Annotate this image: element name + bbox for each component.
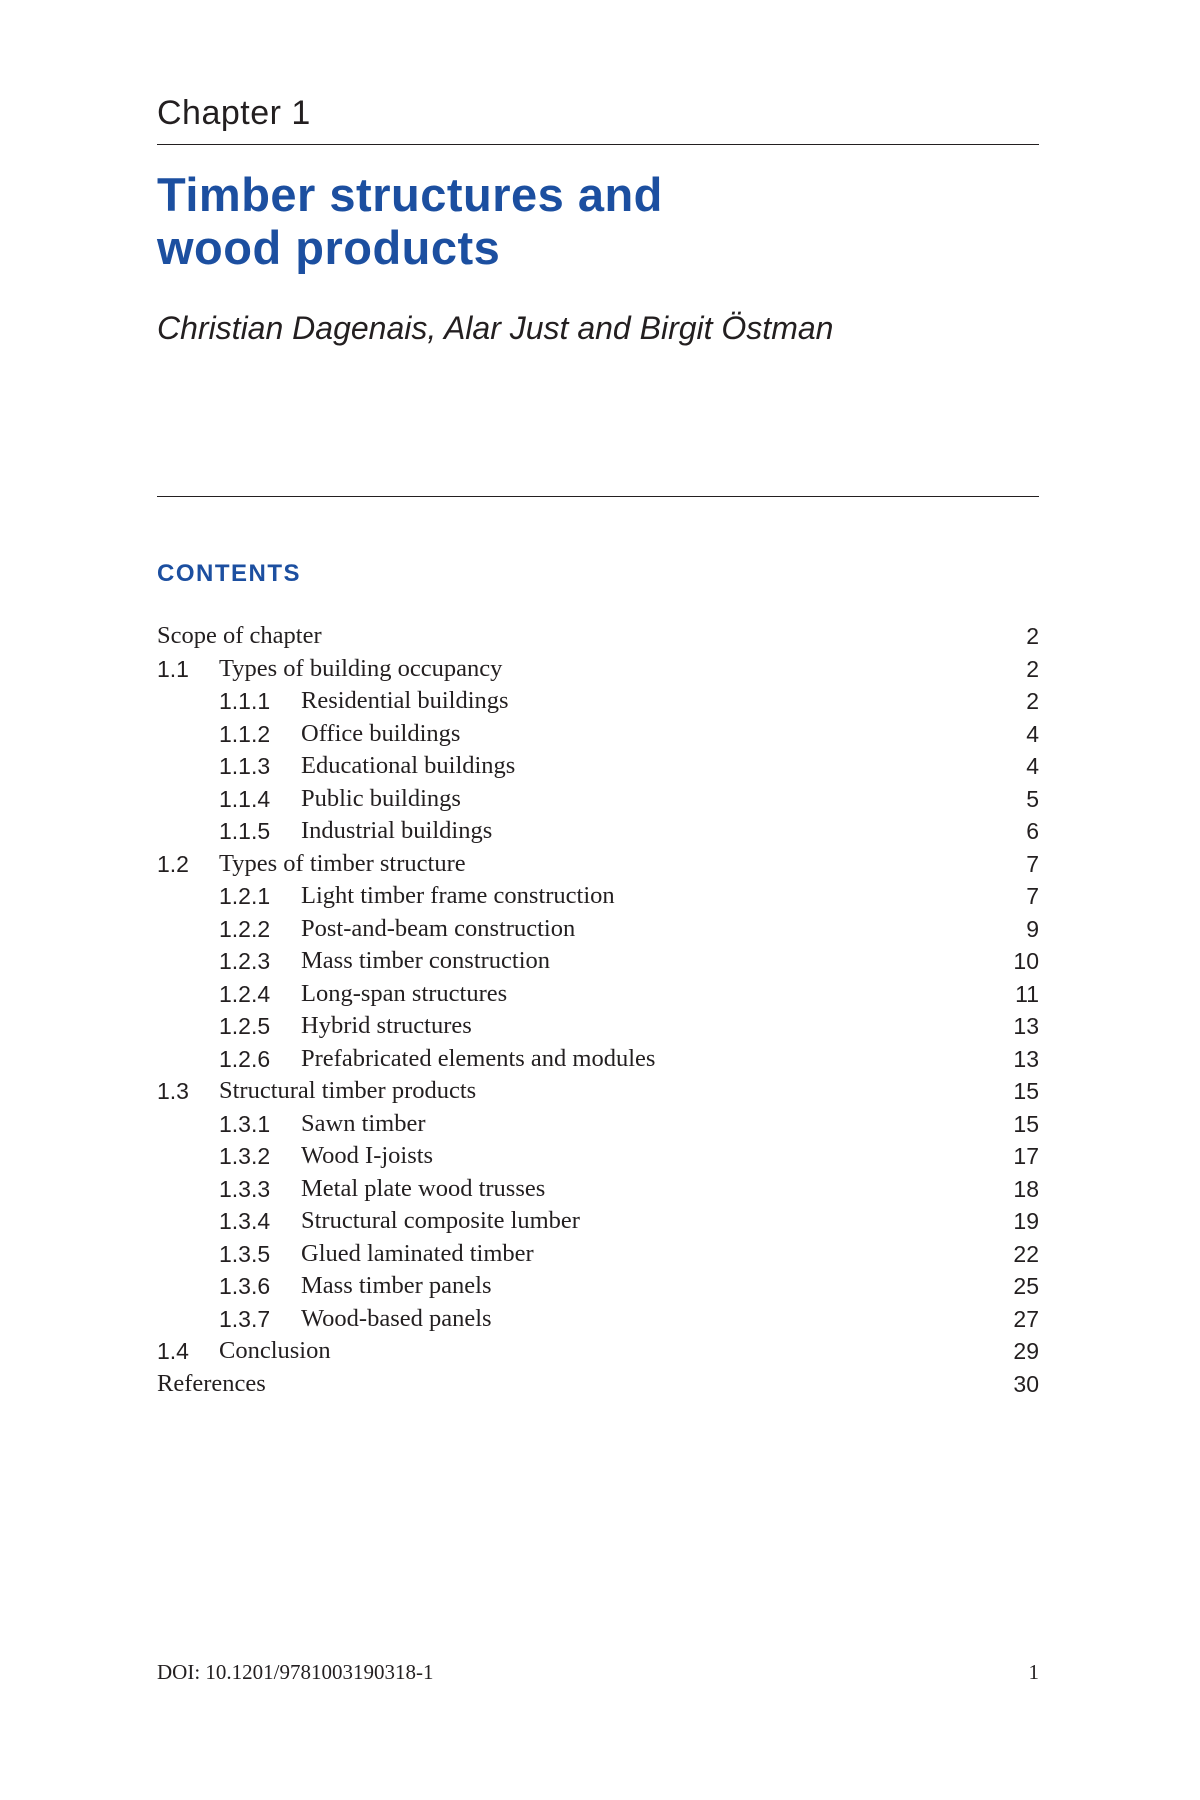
- toc-entry[interactable]: [157, 718, 1039, 751]
- toc-entry-title: Types of building occupancy: [219, 654, 503, 682]
- toc-entry-number: 1.3.5: [219, 1240, 271, 1267]
- toc-entry-page: 9: [1026, 915, 1039, 942]
- toc-entry-number: 1.3.4: [219, 1208, 271, 1234]
- doi-footer: DOI: 10.1201/9781003190318-1: [157, 1660, 434, 1684]
- toc-entry-number: 1.2: [157, 850, 189, 877]
- toc-entry-page: 6: [1026, 818, 1039, 844]
- toc-entry-number: 1.3.7: [219, 1305, 271, 1332]
- toc-entry-page: 19: [1013, 1208, 1039, 1234]
- toc-entry[interactable]: [157, 1043, 1039, 1076]
- toc-entry[interactable]: [157, 1205, 1039, 1238]
- toc-entry-title: Office buildings: [301, 719, 461, 747]
- table-of-contents: [157, 620, 1039, 1400]
- toc-entry-title: Hybrid structures: [301, 1012, 472, 1039]
- toc-entry-title: Light timber frame construction: [301, 882, 615, 909]
- toc-entry[interactable]: [157, 978, 1039, 1011]
- toc-entry[interactable]: [157, 848, 1039, 881]
- toc-entry-number: 1.1.1: [219, 688, 271, 714]
- toc-entry-number: 1.3: [157, 1078, 189, 1104]
- toc-entry-page: 13: [1013, 1013, 1039, 1039]
- toc-entry-number: 1.1.5: [219, 818, 271, 844]
- toc-entry-title: Wood I-joists: [301, 1142, 434, 1169]
- toc-entry[interactable]: [157, 750, 1039, 783]
- toc-entry[interactable]: [157, 1010, 1039, 1043]
- toc-entry-title: Wood-based panels: [301, 1304, 492, 1332]
- toc-entry-page: 13: [1013, 1045, 1039, 1072]
- toc-entry-page: 11: [1015, 980, 1039, 1007]
- toc-entry-title: Glued laminated timber: [301, 1239, 534, 1267]
- toc-entry-number: 1.1.4: [219, 785, 271, 812]
- toc-entry[interactable]: [157, 1270, 1039, 1303]
- toc-entry-title: Industrial buildings: [301, 817, 493, 844]
- toc-entry-title: Residential buildings: [301, 687, 509, 714]
- chapter-title-line-1: Timber structures and: [157, 168, 663, 221]
- toc-entry[interactable]: [157, 620, 1039, 653]
- toc-entry-page: 5: [1026, 785, 1039, 812]
- toc-entry-title: Structural composite lumber: [301, 1207, 580, 1234]
- toc-entry-number: 1.3.1: [219, 1110, 271, 1137]
- toc-entry[interactable]: [157, 880, 1039, 913]
- contents-heading: CONTENTS: [157, 560, 301, 587]
- toc-entry[interactable]: [157, 685, 1039, 718]
- toc-entry-number: 1.3.3: [219, 1175, 271, 1202]
- toc-entry[interactable]: [157, 1173, 1039, 1206]
- toc-entry[interactable]: [157, 815, 1039, 848]
- chapter-label: Chapter 1: [157, 94, 311, 132]
- toc-entry-number: 1.2.1: [219, 883, 271, 909]
- toc-entry[interactable]: [157, 1075, 1039, 1108]
- toc-entry-title: Metal plate wood trusses: [301, 1174, 546, 1202]
- toc-entry[interactable]: [157, 1238, 1039, 1271]
- toc-entry-page: 30: [1013, 1370, 1039, 1397]
- toc-entry-title: Structural timber products: [219, 1077, 477, 1104]
- top-rule: [157, 144, 1039, 145]
- toc-entry-page: 10: [1013, 948, 1039, 974]
- toc-entry-title: Public buildings: [301, 784, 461, 812]
- toc-entry[interactable]: [157, 1368, 1039, 1401]
- toc-entry-page: 2: [1026, 623, 1039, 649]
- toc-entry-title: Sawn timber: [301, 1109, 426, 1137]
- toc-entry-page: 7: [1026, 883, 1039, 909]
- chapter-authors: Christian Dagenais, Alar Just and Birgit Östman: [157, 310, 834, 346]
- toc-entry-page: 27: [1013, 1305, 1039, 1332]
- toc-entry-title: Mass timber construction: [301, 947, 551, 974]
- toc-entry[interactable]: [157, 783, 1039, 816]
- toc-entry[interactable]: [157, 1108, 1039, 1141]
- toc-entry-page: 25: [1013, 1273, 1039, 1299]
- toc-entry-page: 17: [1013, 1143, 1039, 1169]
- toc-entry-page: 4: [1026, 720, 1039, 747]
- toc-entry-number: 1.2.2: [219, 915, 271, 942]
- toc-entry-page: 2: [1026, 655, 1039, 682]
- toc-entry-title: References: [157, 1369, 266, 1397]
- section-rule: [157, 496, 1039, 497]
- toc-entry-title: Conclusion: [219, 1337, 331, 1364]
- toc-entry-number: 1.1.3: [219, 753, 271, 779]
- toc-entry-title: Scope of chapter: [157, 622, 322, 649]
- toc-entry-title: Mass timber panels: [301, 1272, 492, 1299]
- toc-entry[interactable]: [157, 945, 1039, 978]
- toc-entry-page: 22: [1013, 1240, 1039, 1267]
- toc-entry[interactable]: [157, 1335, 1039, 1368]
- toc-entry-number: 1.2.3: [219, 948, 271, 974]
- chapter-title-line-2: wood products: [157, 221, 501, 274]
- toc-entry-title: Educational buildings: [301, 752, 516, 779]
- toc-entry-number: 1.2.6: [219, 1045, 271, 1072]
- toc-entry-title: Long-span structures: [301, 979, 508, 1007]
- toc-entry-page: 7: [1026, 850, 1039, 877]
- toc-entry-number: 1.2.4: [219, 980, 271, 1007]
- toc-entry-title: Prefabricated elements and modules: [301, 1044, 656, 1072]
- toc-entry-title: Post-and-beam construction: [301, 914, 576, 942]
- toc-entry-page: 4: [1026, 753, 1039, 779]
- toc-entry[interactable]: [157, 913, 1039, 946]
- toc-entry[interactable]: [157, 1303, 1039, 1336]
- toc-entry-number: 1.1.2: [219, 720, 271, 747]
- toc-entry[interactable]: [157, 653, 1039, 686]
- page-number: 1: [1028, 1660, 1039, 1684]
- toc-entry-number: 1.1: [157, 655, 189, 682]
- toc-entry-page: 15: [1013, 1110, 1039, 1137]
- toc-entry-page: 15: [1013, 1078, 1039, 1104]
- toc-entry-number: 1.3.6: [219, 1273, 271, 1299]
- toc-entry-number: 1.3.2: [219, 1143, 271, 1169]
- toc-entry-page: 29: [1013, 1338, 1039, 1364]
- toc-entry-number: 1.4: [157, 1338, 189, 1364]
- toc-entry-page: 18: [1013, 1175, 1039, 1202]
- toc-entry[interactable]: [157, 1140, 1039, 1173]
- toc-entry-number: 1.2.5: [219, 1013, 271, 1039]
- toc-entry-title: Types of timber structure: [219, 849, 466, 877]
- chapter-title: [157, 168, 1039, 274]
- toc-entry-page: 2: [1026, 688, 1039, 714]
